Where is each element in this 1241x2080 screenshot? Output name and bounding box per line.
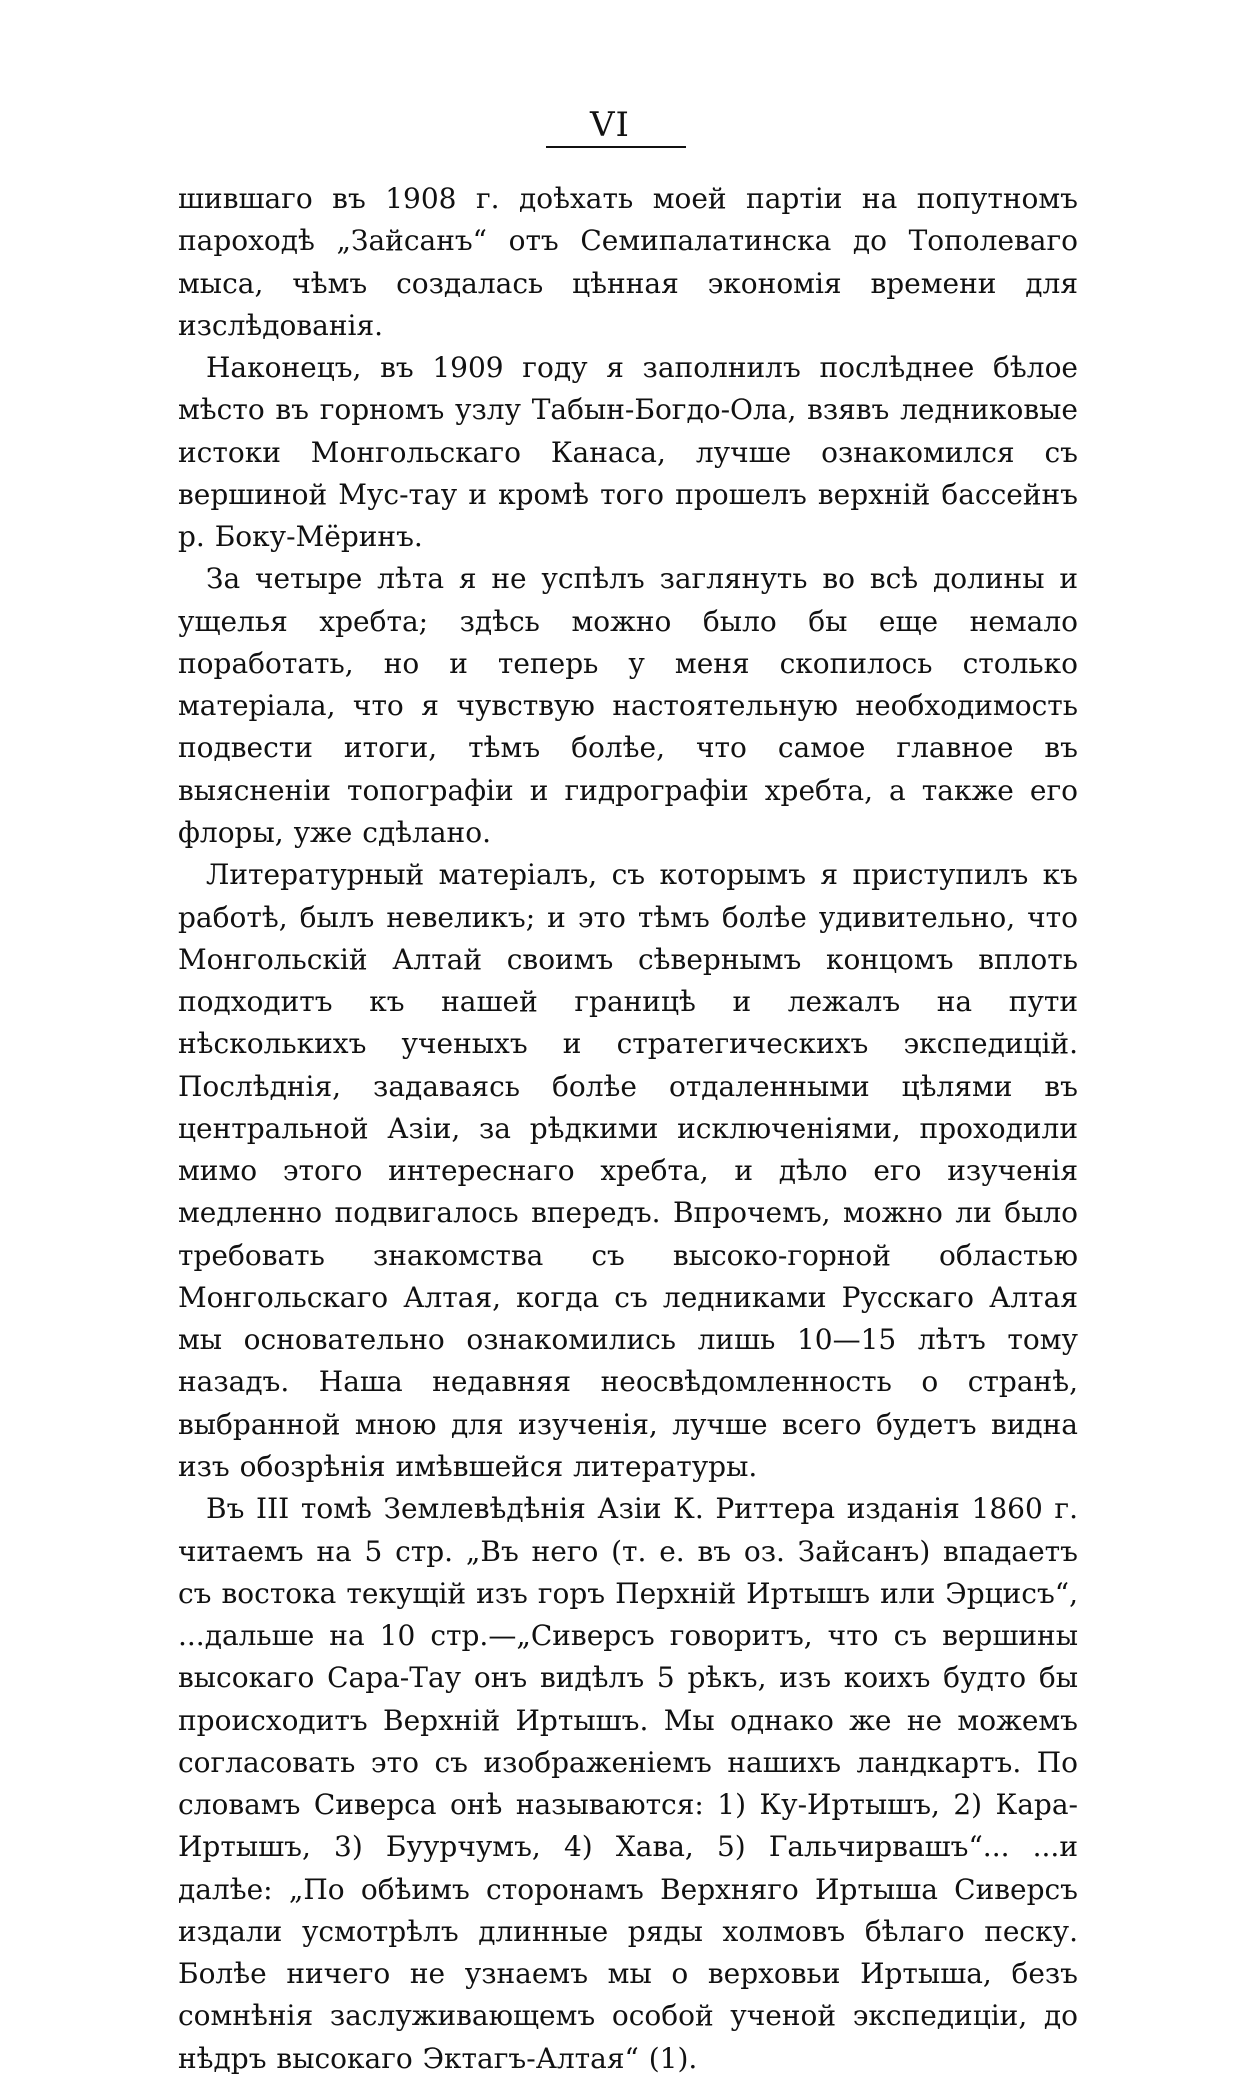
page-number: VI xyxy=(590,105,630,145)
header-rule xyxy=(546,146,686,148)
main-text xyxy=(178,178,1078,2080)
paragraph-3: За четыре лѣта я не успѣлъ заглянуть во всѣ долины и ущелья хребта; здѣсь можно было бы еще немало поработать, но и теперь у меня скопилось столько матеріала, что я чувствую настоятельную необходимость подвести итоги, тѣмъ болѣе, что самое главное въ выясненіи топографіи и гидрографіи хребта, а также его флоры, уже сдѣлано. xyxy=(178,562,1078,849)
paragraph-2: Наконецъ, въ 1909 году я заполнилъ послѣднее бѣлое мѣсто въ горномъ узлу Табын-Богдо-Ола, взявъ ледниковые истоки Монгольскаго Канаса, лучше ознакомился съ вершиной Мус-тау и кромѣ того прошелъ верхній бассейнъ р. Боку-Мёринъ. xyxy=(178,351,1078,554)
paragraph-4: Литературный матеріалъ, съ которымъ я приступилъ къ работѣ, былъ невеликъ; и это тѣмъ болѣе удивительно, что Монгольскій Алтай своимъ сѣвернымъ концомъ вплоть подходитъ къ нашей границѣ и лежалъ на пути нѣсколькихъ ученыхъ и стратегическихъ экспедицій. Послѣднія, задаваясь болѣе отдаленными цѣлями въ центральной Азіи, за рѣдкими исключеніями, проходили мимо этого интереснаго хребта, и дѣло его изученія медленно подвигалось впередъ. Впрочемъ, можно ли было требовать знакомства съ высоко-горной областью Монгольскаго Алтая, когда съ ледниками Русскаго Алтая мы основательно ознакомились лишь 10—15 лѣтъ тому назадъ. Наша недавняя неосвѣдомленность о странѣ, выбранной мною для изученія, лучше всего будетъ видна изъ обозрѣнія имѣвшейся литературы. xyxy=(178,858,1078,1483)
paragraph-1: шившаго въ 1908 г. доѣхать моей партіи на попутномъ пароходѣ „Зайсанъ“ отъ Семипалатинска до Тополеваго мыса, чѣмъ создалась цѣнная экономія времени для изслѣдованія. xyxy=(178,182,1078,342)
paragraph-5: Въ III томѣ Землевѣдѣнія Азіи К. Риттера изданія 1860 г. читаемъ на 5 стр. „Въ него (т. е. въ оз. Зайсанъ) впадаетъ съ востока текущій изъ горъ Перхній Иртышъ или Эрцисъ“, ...дальше на 10 стр.—„Сиверсъ говоритъ, что съ вершины высокаго Сара-Тау онъ видѣлъ 5 рѣкъ, изъ коихъ будто бы происходитъ Верхній Иртышъ. Мы однако же не можемъ согласовать это съ изображеніемъ нашихъ ландкартъ. По словамъ Сиверса онѣ называются: 1) Ку-Иртышъ, 2) Кара-Иртышъ, 3) Буурчумъ, 4) Хава, 5) Гальчирвашъ“... ...и далѣе: „По обѣимъ сторонамъ Верхняго Иртыша Сиверсъ издали усмотрѣлъ длинные ряды холмовъ бѣлаго песку. Болѣе ничего не узнаемъ мы о верховьи Иртыша, безъ сомнѣнія заслуживающемъ особой ученой экспедиціи, до нѣдръ высокаго Эктагъ-Алтая“ (1). xyxy=(178,1492,1078,2075)
